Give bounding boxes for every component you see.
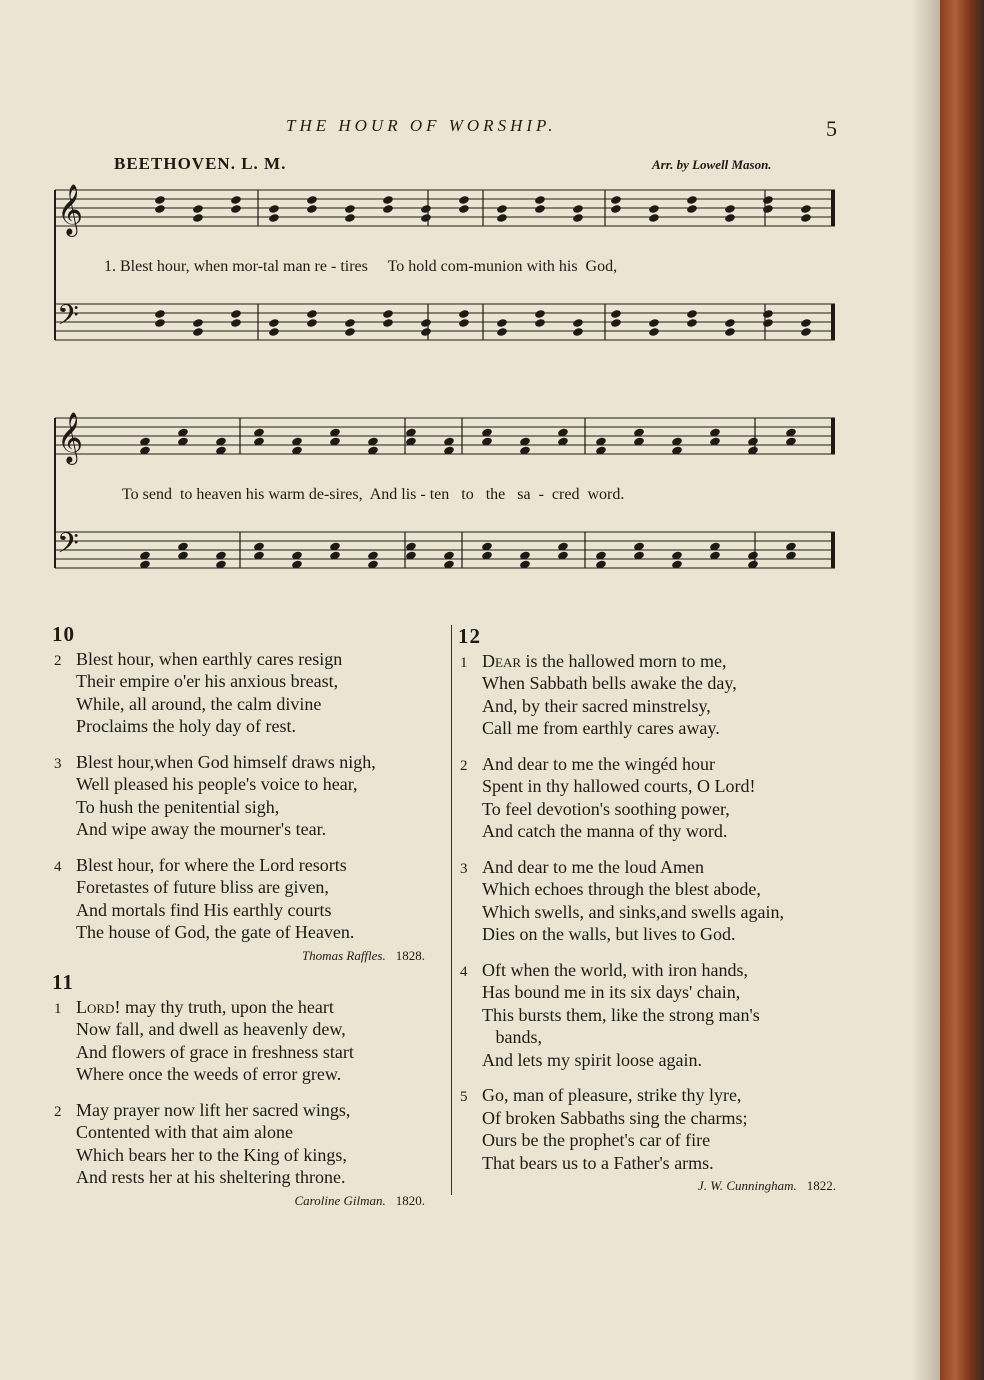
verse-line: And, by their sacred minstrelsy, xyxy=(482,695,711,716)
stanza xyxy=(52,751,447,841)
verse-line xyxy=(76,996,447,1019)
note-head xyxy=(762,204,774,214)
stanza-number: 4 xyxy=(460,963,468,980)
note-head xyxy=(230,318,242,328)
note-head xyxy=(344,327,356,337)
bass-clef: 𝄢 xyxy=(57,527,79,567)
note-head xyxy=(192,327,204,337)
verse-line: And mortals find His earthly courts xyxy=(76,899,332,920)
note-head xyxy=(268,327,280,337)
verse-line: To hush the penitential sigh, xyxy=(76,796,280,817)
verse-line: Where once the weeds of error grew. xyxy=(76,1064,342,1084)
author-name: Caroline Gilman. xyxy=(294,1192,386,1208)
verse-line: And dear to me the wingéd hour xyxy=(482,753,715,774)
stanza xyxy=(52,648,447,738)
verse-line: Which swells, and sinks,and swells again, xyxy=(482,901,784,922)
note-head xyxy=(800,327,812,337)
verse-line xyxy=(482,650,858,673)
verse-line: Which echoes through the blest abode, xyxy=(482,879,761,899)
note-head xyxy=(648,327,660,337)
verse-line: Ours be the prophet's car of fire xyxy=(482,1130,711,1150)
verse-line-rest: is the hallowed morn to me, xyxy=(521,650,727,671)
note-head xyxy=(154,195,166,205)
note-head xyxy=(192,318,204,328)
note-head xyxy=(420,318,432,328)
verse-line: Their empire o'er his anxious breast, xyxy=(76,671,339,691)
verse-line: And flowers of grace in freshness start xyxy=(76,1041,354,1062)
note-head xyxy=(230,195,242,205)
note-head xyxy=(420,327,432,337)
author-name: J. W. Cunningham. xyxy=(697,1178,797,1193)
final-bar-line xyxy=(831,418,835,454)
note-head xyxy=(610,318,622,328)
note-head xyxy=(800,318,812,328)
author-name: Thomas Raffles. xyxy=(301,947,386,963)
note-head xyxy=(610,204,622,214)
note-head xyxy=(496,213,508,223)
note-head xyxy=(762,195,774,205)
verse-line: And lets my spirit loose again. xyxy=(482,1049,702,1070)
verse-line: Dies on the walls, but lives to God. xyxy=(482,924,736,944)
note-head xyxy=(306,204,318,214)
verse-first-word: Lord xyxy=(76,996,115,1017)
verse-line: Foretastes of future bliss are given, xyxy=(76,877,329,897)
stanza-number: 4 xyxy=(54,858,62,875)
note-head xyxy=(306,318,318,328)
verse-line: Contented with that aim alone xyxy=(76,1122,293,1142)
note-head xyxy=(762,318,774,328)
note-head xyxy=(268,204,280,214)
stanza xyxy=(52,854,447,944)
hymn-attribution xyxy=(52,945,447,968)
verse-line: Well pleased his people's voice to hear, xyxy=(76,774,358,794)
note-head xyxy=(154,318,166,328)
note-head xyxy=(724,318,736,328)
note-head xyxy=(610,195,622,205)
treble-clef: 𝄞 xyxy=(57,184,84,235)
verse-line: To feel devotion's soothing power, xyxy=(482,798,730,819)
verse-line-rest: ! may thy truth, upon the heart xyxy=(114,996,334,1017)
verse-line: The house of God, the gate of Heaven. xyxy=(76,922,355,942)
stanza-number: 1 xyxy=(54,1000,62,1017)
note-head xyxy=(420,204,432,214)
verse-line: That bears us to a Father's arms. xyxy=(482,1152,714,1173)
stanza xyxy=(52,1099,447,1189)
verse-line: May prayer now lift her sacred wings, xyxy=(76,1099,351,1120)
stanza-number: 5 xyxy=(460,1089,468,1105)
note-head xyxy=(496,318,508,328)
note-head xyxy=(268,318,280,328)
verse-line: Go, man of pleasure, strike thy lyre, xyxy=(482,1085,742,1105)
note-head xyxy=(154,204,166,214)
note-head xyxy=(230,204,242,214)
note-head xyxy=(534,309,546,319)
note-head xyxy=(458,195,470,205)
note-head xyxy=(534,195,546,205)
note-head xyxy=(800,204,812,214)
stanza xyxy=(458,1084,858,1174)
note-head xyxy=(420,213,432,223)
stanza-number: 1 xyxy=(460,654,468,671)
final-bar-line xyxy=(831,190,835,226)
verse-line: Proclaims the holy day of rest. xyxy=(76,716,296,736)
verse-line: And rests her at his sheltering throne. xyxy=(76,1167,346,1187)
note-head xyxy=(192,213,204,223)
page-number: 5 xyxy=(826,116,837,141)
stanza-number: 3 xyxy=(460,860,468,877)
note-head xyxy=(762,309,774,319)
final-bar-line xyxy=(831,532,835,568)
year: 1822. xyxy=(806,1178,836,1193)
verse-line: While, all around, the calm divine xyxy=(76,693,322,714)
note-head xyxy=(344,213,356,223)
verse-line: Call me from earthly cares away. xyxy=(482,718,720,738)
verse-line: Blest hour, when earthly cares resign xyxy=(76,648,343,669)
note-head xyxy=(230,309,242,319)
verse-line: Oft when the world, with iron hands, xyxy=(482,959,748,980)
book-spine-edge xyxy=(940,0,984,1380)
note-head xyxy=(724,204,736,214)
note-head xyxy=(382,204,394,214)
hymn-attribution xyxy=(52,1190,447,1213)
stanza-number: 2 xyxy=(54,1103,62,1120)
column-divider xyxy=(451,625,452,1195)
note-head xyxy=(686,318,698,328)
note-head xyxy=(154,309,166,319)
hymn-number: 12 xyxy=(458,624,481,648)
verse-line: Which bears her to the King of kings, xyxy=(76,1144,347,1165)
stanza xyxy=(458,959,858,1072)
tune-name: BEETHOVEN. L. M. xyxy=(114,154,287,173)
year: 1828. xyxy=(395,947,425,963)
stanza xyxy=(458,753,858,843)
tune-arranger: Arr. by Lowell Mason. xyxy=(652,157,772,172)
note-head xyxy=(648,318,660,328)
music-score xyxy=(0,0,940,620)
stanza-number: 2 xyxy=(460,757,468,774)
stanza xyxy=(458,856,858,946)
treble-clef: 𝄞 xyxy=(57,412,84,463)
note-head xyxy=(534,318,546,328)
hymn-number: 10 xyxy=(52,622,75,646)
hymn-attribution xyxy=(458,1175,858,1198)
right-column xyxy=(458,625,858,1202)
note-head xyxy=(648,213,660,223)
running-title: THE HOUR OF WORSHIP. xyxy=(286,116,557,135)
note-head xyxy=(610,309,622,319)
note-head xyxy=(458,204,470,214)
verse-line: Now fall, and dwell as heavenly dew, xyxy=(76,1019,346,1039)
bass-clef: 𝄢 xyxy=(57,299,79,339)
note-head xyxy=(572,327,584,337)
verse-first-word: Dear xyxy=(482,650,521,671)
verse-line: Blest hour,when God himself draws nigh, xyxy=(76,751,376,772)
note-head xyxy=(572,213,584,223)
verse-line: This bursts them, like the strong man's xyxy=(482,1004,760,1025)
stanza xyxy=(458,650,858,740)
verse-line: And wipe away the mourner's tear. xyxy=(76,819,327,839)
note-head xyxy=(458,309,470,319)
note-head xyxy=(268,213,280,223)
note-head xyxy=(724,213,736,223)
note-head xyxy=(306,195,318,205)
verse-line: And catch the manna of thy word. xyxy=(482,821,728,841)
note-head xyxy=(572,204,584,214)
note-head xyxy=(648,204,660,214)
note-head xyxy=(344,204,356,214)
note-head xyxy=(496,204,508,214)
note-head xyxy=(382,309,394,319)
note-head xyxy=(800,213,812,223)
note-head xyxy=(686,195,698,205)
note-head xyxy=(344,318,356,328)
verse-line: Of broken Sabbaths sing the charms; xyxy=(482,1107,748,1128)
verse-line: Has bound me in its six days' chain, xyxy=(482,982,741,1002)
note-head xyxy=(686,204,698,214)
stanza-number: 2 xyxy=(54,652,62,669)
left-column xyxy=(52,623,447,1216)
verse-line: bands, xyxy=(482,1027,542,1047)
year: 1820. xyxy=(395,1192,425,1208)
note-head xyxy=(724,327,736,337)
note-head xyxy=(306,309,318,319)
note-head xyxy=(496,327,508,337)
note-head xyxy=(382,318,394,328)
verse-line: Blest hour, for where the Lord resorts xyxy=(76,854,347,875)
verse-line: Spent in thy hallowed courts, O Lord! xyxy=(482,776,756,796)
score-lyrics-line-2: To send to heaven his warm de-sires, And lis - ten to the sa - cred word. xyxy=(122,486,625,503)
note-head xyxy=(458,318,470,328)
note-head xyxy=(572,318,584,328)
stanza xyxy=(52,996,447,1086)
note-head xyxy=(686,309,698,319)
verse-line: When Sabbath bells awake the day, xyxy=(482,673,737,693)
stanza-number: 3 xyxy=(54,755,62,772)
score-lyrics-line-1: 1. Blest hour, when mor-tal man re - tires To hold com-munion with his God, xyxy=(104,258,618,275)
note-head xyxy=(534,204,546,214)
note-head xyxy=(382,195,394,205)
hymn-number: 11 xyxy=(52,970,74,994)
note-head xyxy=(192,204,204,214)
verse-line: And dear to me the loud Amen xyxy=(482,856,704,877)
final-bar-line xyxy=(831,304,835,340)
